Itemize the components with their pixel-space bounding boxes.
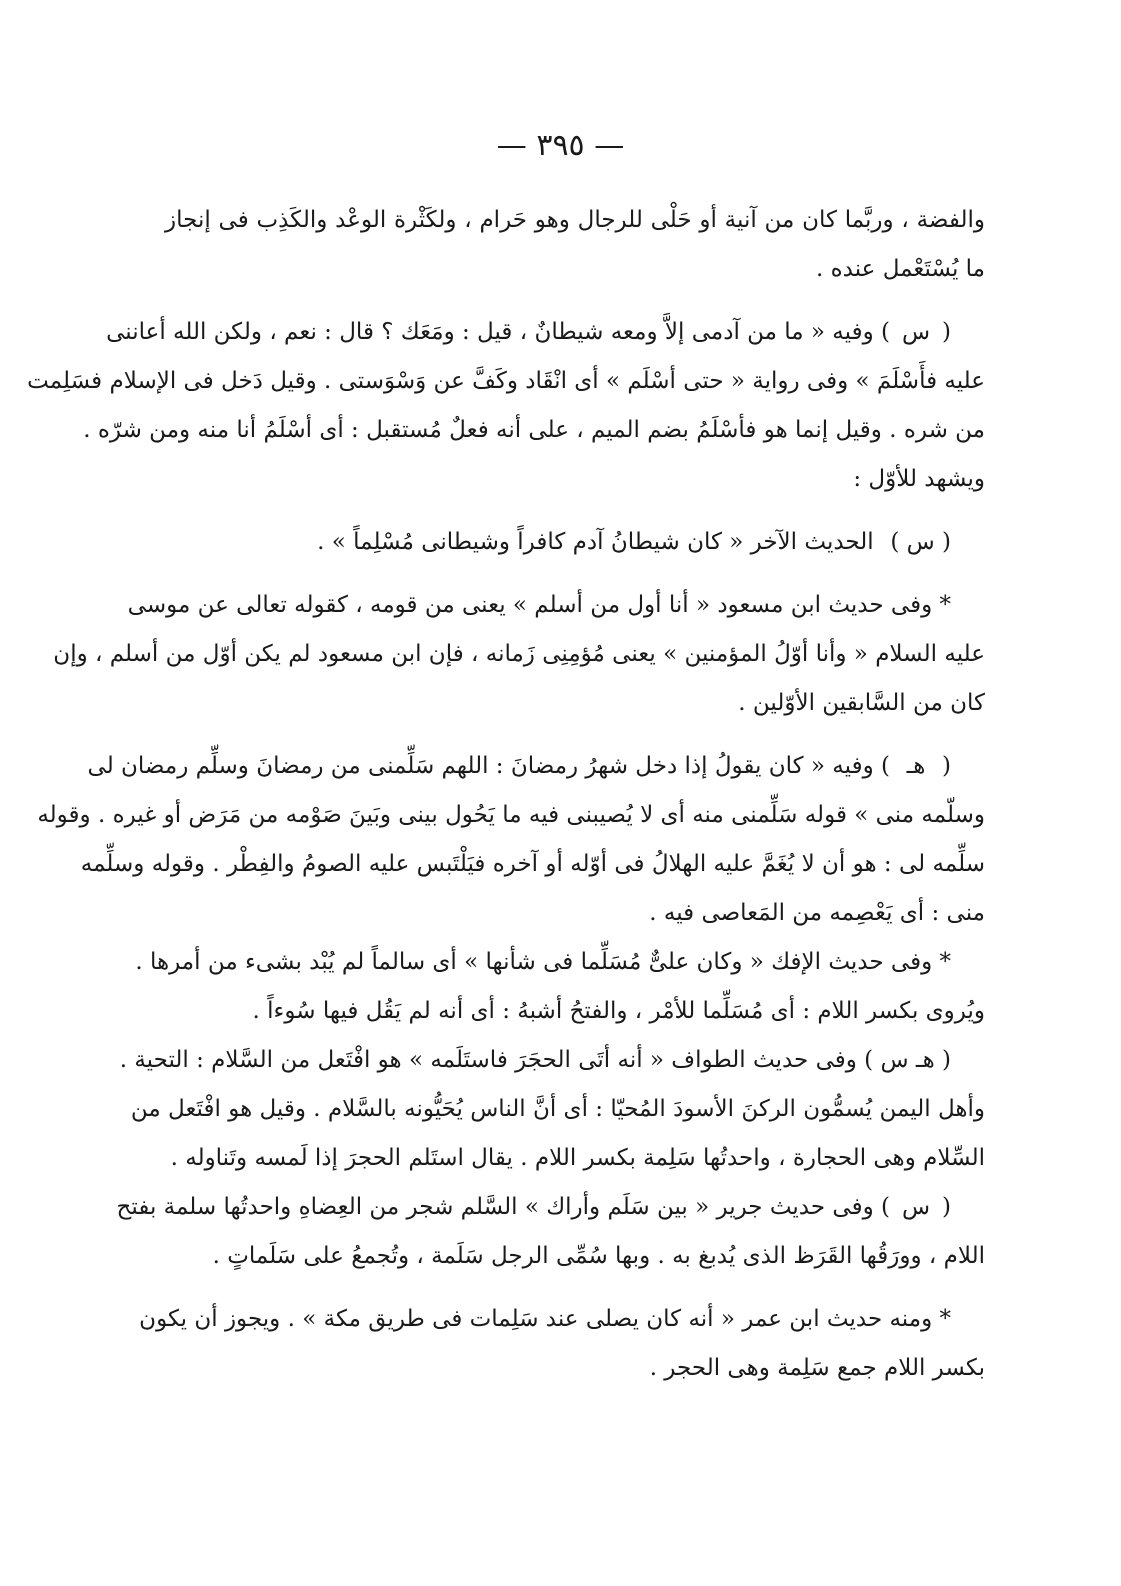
text-line: وأهل اليمن يُسمُّون الركنَ الأسودَ المُحيّا : أى أنَّ الناس يُحَيُّونه بالسَّلام . وقيل هو افْتَعل من <box>130 1096 985 1122</box>
text-line: ( هـ س ) وفى حديث الطواف « أنه أتَى الحجَرَ فاستَلَمه » هو افْتَعل من السَّلام : التحية . <box>165 1036 985 1085</box>
page-number: — ٣٩٥ — <box>496 128 625 163</box>
text-line: منى : أى يَعْصِمه من المَعاصى فيه . <box>649 900 985 926</box>
text-line: السِّلام وهى الحجارة ، واحدتُها سَلِمة بكسر اللام . يقال استَلم الحجرَ إذا لَمسه وتَناوله . <box>170 1145 985 1171</box>
text-line: عليه السلام « وأنا أوّلُ المؤمنين » يعنى مُؤمِنِى زَمانه ، فإن ابن مسعود لم يكن أوّل من أسلم ، وإن <box>53 641 985 667</box>
paragraph <box>53 581 985 728</box>
source-marker: ( س ) <box>890 529 951 555</box>
text-line: ويشهد للأوّل : <box>853 466 985 492</box>
source-marker: ( هـ ) <box>881 753 951 779</box>
text-line: اللام ، وورَقُها القَرَظ الذى يُدبغ به . وبها سُمِّى الرجل سَلَمة ، وتُجمعُ على سَلَماتٍ . <box>212 1243 985 1269</box>
source-marker: ( س ) <box>881 1194 951 1220</box>
paragraph <box>119 1036 985 1183</box>
text-line: سلِّمه لى : هو أن لا يُغَمَّ عليه الهلالُ فى أوّله أو آخره فيَلْتَبس عليه الصومُ والفِطْر . وقوله وسلِّمه <box>80 851 985 877</box>
text-line: بكسر اللام جمع سَلِمة وهى الحجر . <box>649 1355 985 1381</box>
text-line: * وفى حديث الإفك « وكان علىٌّ مُسَلِّما فى شأنها » أى سالماً لم يُبْد بشىء من أمرها . <box>135 949 951 975</box>
text-line: ( س ) وفى حديث جرير « بين سَلَم وأراك » السَّلم شجر من العِضاهِ واحدتُها سلمة بفتح <box>165 1183 985 1232</box>
text-line: * وفى حديث ابن مسعود « أنا أول من أسلم » يعنى من قومه ، كقوله تعالى عن موسى <box>127 592 951 618</box>
text-line: كان من السَّابقين الأوّلين . <box>738 690 985 716</box>
paragraph <box>165 196 985 294</box>
asterisk-marker: * <box>939 949 951 975</box>
asterisk-marker: * <box>939 592 951 618</box>
paragraph <box>37 742 985 938</box>
text-line: وسلّمه منى » قوله سَلِّمنى منه أى لا يُصيبنى فيه ما يَحُول بينى وبَينَ صَوْمه من مَرَض أو غيره . وقوله <box>37 802 985 828</box>
text-line: من شره . وقيل إنما هو فأسْلَمُ بضم الميم ، على أنه فعلٌ مُستقبل : أى أسْلَمُ أنا منه ومن شرّه . <box>83 417 985 443</box>
paragraph <box>165 518 985 567</box>
source-marker: ( هـ س ) <box>864 1047 951 1073</box>
paragraph <box>135 938 985 1036</box>
paragraph <box>116 1183 985 1281</box>
source-marker: ( س ) <box>881 319 951 345</box>
paragraph <box>27 308 985 504</box>
text-line: ( س ) وفيه « ما من آدمى إلاَّ ومعه شيطانٌ ، قيل : ومَعَك ؟ قال : نعم ، ولكن الله أعاننى <box>165 308 985 357</box>
text-line: ويُروى بكسر اللام : أى مُسَلِّما للأمْر ، والفتحُ أشبهُ : أى أنه لم يَقُل فيها سُوءاً . <box>252 998 985 1024</box>
paragraph <box>139 1295 985 1393</box>
text-line: * ومنه حديث ابن عمر « أنه كان يصلى عند سَلِمات فى طريق مكة » . ويجوز أن يكون <box>139 1306 951 1332</box>
text-line: عليه فأَسْلَمَ » وفى رواية « حتى أسْلَم » أى انْقَاد وكَفَّ عن وَسْوَستى . وقيل دَخل فى الإسلام فسَلِمت <box>27 368 985 394</box>
text-line: والفضة ، وربَّما كان من آنية أو حَلْى للرجال وهو حَرام ، ولكَثْرة الوعْد والكَذِب فى إنجاز <box>165 207 985 233</box>
text-line: ( هـ ) وفيه « كان يقولُ إذا دخل شهرُ رمضانَ : اللهم سَلِّمنى من رمضانَ وسلِّم رمضان لى <box>165 742 985 791</box>
asterisk-marker: * <box>939 1306 951 1332</box>
text-line: ما يُسْتَعْمل عنده . <box>815 256 985 282</box>
text-line: ( س ) الحديث الآخر « كان شيطانُ آدم كافراً وشيطانى مُسْلِماً » . <box>165 518 985 567</box>
text-body <box>27 196 985 1393</box>
